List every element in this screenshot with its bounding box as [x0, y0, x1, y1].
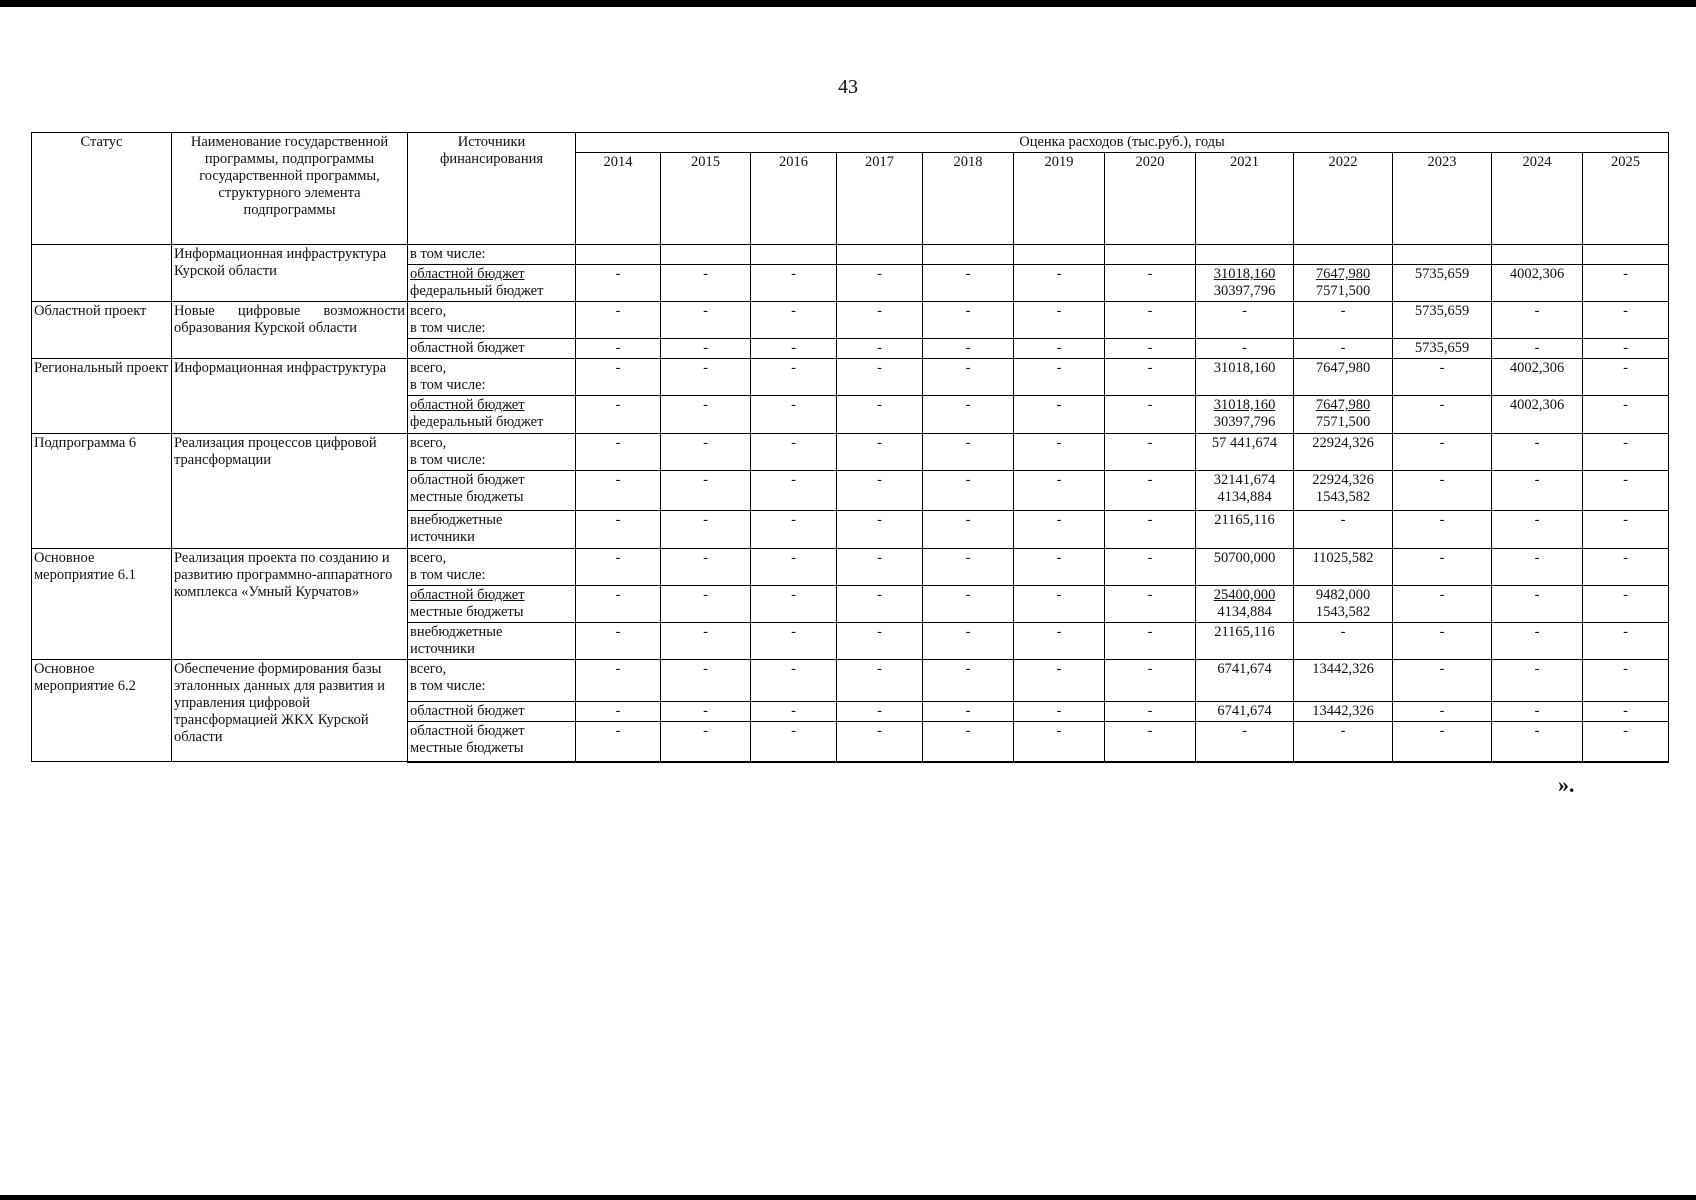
- cell-line: 22924,326: [1312, 472, 1374, 488]
- value-cell: [1196, 471, 1294, 511]
- header-estimate: Оценка расходов (тыс.руб.), годы: [576, 133, 1669, 153]
- table-cell: -: [1583, 302, 1669, 339]
- cell-line: источники: [410, 641, 475, 657]
- table-cell: -: [661, 302, 751, 339]
- table-cell: -: [1105, 339, 1196, 359]
- table-cell: [1393, 245, 1492, 265]
- table-cell: -: [576, 339, 661, 359]
- year-2018: 2018: [923, 153, 1014, 245]
- table-cell: [923, 245, 1014, 265]
- value-cell: [1196, 396, 1294, 434]
- table-cell: -: [1583, 623, 1669, 660]
- table-cell: -: [1393, 511, 1492, 549]
- table-cell: -: [576, 586, 661, 623]
- table-cell: -: [923, 265, 1014, 302]
- cell-line: внебюджетные: [410, 512, 503, 528]
- table-cell: -: [661, 660, 751, 702]
- table-cell: -: [1393, 549, 1492, 586]
- table-cell: -: [1014, 339, 1105, 359]
- table-cell: -: [661, 623, 751, 660]
- source-cell: в том числе:: [408, 245, 576, 265]
- cell-line: 7571,500: [1315, 414, 1371, 430]
- source-cell: [408, 511, 576, 549]
- table-cell: -: [1583, 702, 1669, 722]
- table-cell: [661, 245, 751, 265]
- name-cell: Реализация проекта по созданию и развитию программно-аппаратного комплекса «Умный Курчатов»: [172, 549, 408, 660]
- table-cell: [1105, 245, 1196, 265]
- value-cell: 31018,160: [1196, 359, 1294, 396]
- table-cell: -: [1492, 623, 1583, 660]
- table-cell: -: [751, 586, 837, 623]
- cell-line: всего,: [410, 550, 447, 566]
- status-cell: Областной проект: [32, 302, 172, 359]
- table-cell: -: [751, 702, 837, 722]
- table-cell: -: [661, 722, 751, 762]
- table-cell: -: [923, 702, 1014, 722]
- table-row: [32, 660, 1669, 702]
- cell-line: местные бюджеты: [410, 740, 524, 756]
- cell-line: областной бюджет: [410, 266, 525, 282]
- table-cell: -: [923, 722, 1014, 762]
- table-row: [32, 245, 1669, 265]
- source-cell: [408, 549, 576, 586]
- table-cell: -: [1583, 339, 1669, 359]
- cell-line: 25400,000: [1213, 587, 1276, 603]
- table-cell: -: [661, 549, 751, 586]
- table-cell: -: [923, 434, 1014, 471]
- year-2016: 2016: [751, 153, 837, 245]
- year-2020: 2020: [1105, 153, 1196, 245]
- source-cell: [408, 434, 576, 471]
- scan-top-border: [0, 0, 1696, 7]
- value-cell: 7647,980: [1294, 359, 1393, 396]
- table-cell: -: [923, 623, 1014, 660]
- cell-line: 4134,884: [1217, 489, 1272, 505]
- value-cell: 5735,659: [1393, 339, 1492, 359]
- cell-line: всего,: [410, 435, 447, 451]
- table-cell: -: [1393, 722, 1492, 762]
- value-cell: 21165,116: [1196, 623, 1294, 660]
- table-cell: -: [576, 471, 661, 511]
- table-cell: -: [1196, 339, 1294, 359]
- table-cell: [1294, 245, 1393, 265]
- table-cell: -: [1393, 586, 1492, 623]
- table-cell: -: [837, 471, 923, 511]
- table-cell: -: [661, 471, 751, 511]
- table-cell: -: [923, 359, 1014, 396]
- value-cell: 13442,326: [1294, 702, 1393, 722]
- table-cell: -: [1196, 722, 1294, 762]
- table-cell: -: [923, 549, 1014, 586]
- table-cell: -: [1583, 359, 1669, 396]
- table-cell: -: [1105, 434, 1196, 471]
- year-2019: 2019: [1014, 153, 1105, 245]
- value-cell: 6741,674: [1196, 702, 1294, 722]
- table-cell: -: [1014, 549, 1105, 586]
- table-cell: -: [661, 586, 751, 623]
- table-cell: -: [1492, 702, 1583, 722]
- table-cell: -: [576, 396, 661, 434]
- value-cell: 4002,306: [1492, 396, 1583, 434]
- value-cell: 5735,659: [1393, 302, 1492, 339]
- table-cell: -: [1393, 471, 1492, 511]
- table-cell: -: [1105, 511, 1196, 549]
- table-cell: [1492, 245, 1583, 265]
- table-row: [32, 549, 1669, 586]
- source-cell: [408, 359, 576, 396]
- value-cell: 57 441,674: [1196, 434, 1294, 471]
- table-cell: -: [1492, 471, 1583, 511]
- cell-line: местные бюджеты: [410, 489, 524, 505]
- cell-line: 1543,582: [1315, 604, 1371, 620]
- cell-line: областной бюджет: [410, 397, 525, 413]
- table-cell: -: [1014, 586, 1105, 623]
- value-cell: [1294, 265, 1393, 302]
- table-row: [32, 434, 1669, 471]
- table-cell: [576, 245, 661, 265]
- table-cell: -: [837, 396, 923, 434]
- table-cell: -: [837, 339, 923, 359]
- table-cell: -: [576, 359, 661, 396]
- cell-line: 7647,980: [1315, 397, 1371, 413]
- value-cell: 21165,116: [1196, 511, 1294, 549]
- table-cell: -: [923, 471, 1014, 511]
- status-cell: Региональный проект: [32, 359, 172, 434]
- header-name: Наименование государственной программы, подпрограммы государственной программы, структурного элемента подпрограммы: [172, 133, 408, 245]
- table-cell: -: [1014, 623, 1105, 660]
- table-cell: -: [1492, 549, 1583, 586]
- table-cell: -: [1014, 396, 1105, 434]
- table-cell: -: [751, 302, 837, 339]
- value-cell: [1294, 396, 1393, 434]
- table-cell: [751, 245, 837, 265]
- table-cell: -: [1014, 702, 1105, 722]
- cell-line: федеральный бюджет: [410, 283, 544, 299]
- table-cell: -: [1105, 359, 1196, 396]
- table-cell: -: [1014, 359, 1105, 396]
- table-cell: -: [1492, 722, 1583, 762]
- cell-line: 7647,980: [1315, 266, 1371, 282]
- value-cell: 4002,306: [1492, 265, 1583, 302]
- cell-line: в том числе:: [410, 320, 486, 336]
- value-cell: [1196, 586, 1294, 623]
- table-cell: -: [1583, 396, 1669, 434]
- source-cell: [408, 660, 576, 702]
- table-cell: -: [1014, 722, 1105, 762]
- table-cell: -: [576, 660, 661, 702]
- cell-line: всего,: [410, 360, 447, 376]
- table-cell: -: [661, 396, 751, 434]
- table-cell: -: [1393, 396, 1492, 434]
- name-cell: Реализация процессов цифровой трансформации: [172, 434, 408, 549]
- value-cell: 11025,582: [1294, 549, 1393, 586]
- table-cell: -: [1583, 511, 1669, 549]
- table-cell: -: [1105, 722, 1196, 762]
- value-cell: 5735,659: [1393, 265, 1492, 302]
- table-cell: -: [1393, 702, 1492, 722]
- cell-line: всего,: [410, 661, 447, 677]
- status-cell: [32, 245, 172, 302]
- table-cell: -: [1492, 586, 1583, 623]
- cell-line: 7571,500: [1315, 283, 1371, 299]
- table-cell: -: [837, 302, 923, 339]
- value-cell: 4002,306: [1492, 359, 1583, 396]
- table-cell: -: [1583, 549, 1669, 586]
- page-number: 43: [838, 76, 858, 98]
- table-cell: -: [751, 660, 837, 702]
- table-cell: -: [1014, 660, 1105, 702]
- table-cell: -: [1105, 702, 1196, 722]
- year-2014: 2014: [576, 153, 661, 245]
- table-cell: -: [1294, 302, 1393, 339]
- source-cell: [408, 471, 576, 511]
- table-cell: -: [661, 434, 751, 471]
- cell-line: областной бюджет: [410, 723, 525, 739]
- cell-line: источники: [410, 529, 475, 545]
- closing-quote: ».: [1558, 772, 1575, 797]
- table-cell: -: [576, 549, 661, 586]
- table-cell: -: [661, 702, 751, 722]
- cell-line: в том числе:: [410, 678, 486, 694]
- table-cell: -: [661, 511, 751, 549]
- cell-line: 31018,160: [1213, 397, 1276, 413]
- table-cell: -: [1492, 434, 1583, 471]
- table-row: [32, 302, 1669, 339]
- table-cell: -: [661, 339, 751, 359]
- table-cell: -: [1196, 302, 1294, 339]
- source-cell: [408, 722, 576, 762]
- table-cell: -: [1294, 722, 1393, 762]
- table-cell: -: [837, 623, 923, 660]
- table-cell: -: [837, 549, 923, 586]
- table-cell: -: [1583, 722, 1669, 762]
- cell-line: 30397,796: [1213, 283, 1276, 299]
- value-cell: [1294, 586, 1393, 623]
- table-cell: -: [751, 511, 837, 549]
- value-cell: 6741,674: [1196, 660, 1294, 702]
- table-cell: -: [1105, 549, 1196, 586]
- table-cell: -: [1105, 623, 1196, 660]
- table-cell: [1583, 245, 1669, 265]
- value-cell: [1294, 471, 1393, 511]
- source-cell: [408, 586, 576, 623]
- status-cell: Основное мероприятие 6.2: [32, 660, 172, 762]
- source-cell: областной бюджет: [408, 702, 576, 722]
- name-cell: Информационная инфраструктура: [172, 359, 408, 434]
- value-cell: 13442,326: [1294, 660, 1393, 702]
- scan-bottom-border: [0, 1195, 1696, 1200]
- table-cell: -: [1105, 586, 1196, 623]
- name-cell: Обеспечение формирования базы эталонных данных для развития и управления цифровой трансформацией ЖКХ Курской области: [172, 660, 408, 762]
- table-cell: -: [1393, 359, 1492, 396]
- table-cell: -: [923, 302, 1014, 339]
- year-2021: 2021: [1196, 153, 1294, 245]
- table-cell: -: [1294, 511, 1393, 549]
- table-cell: -: [751, 549, 837, 586]
- cell-line: в том числе:: [410, 377, 486, 393]
- table-cell: -: [837, 586, 923, 623]
- cell-line: внебюджетные: [410, 624, 503, 640]
- table-cell: -: [1105, 396, 1196, 434]
- table-cell: -: [1014, 471, 1105, 511]
- table-cell: -: [751, 623, 837, 660]
- table-cell: -: [751, 722, 837, 762]
- value-cell: 22924,326: [1294, 434, 1393, 471]
- table-cell: -: [751, 434, 837, 471]
- table-cell: -: [576, 722, 661, 762]
- status-cell: Подпрограмма 6: [32, 434, 172, 549]
- table-cell: -: [751, 265, 837, 302]
- table-cell: -: [1393, 623, 1492, 660]
- cell-line: 31018,160: [1213, 266, 1276, 282]
- table-cell: -: [576, 511, 661, 549]
- name-cell: Информационная инфраструктура Курской области: [172, 245, 408, 302]
- cell-line: в том числе:: [410, 567, 486, 583]
- table-cell: -: [751, 471, 837, 511]
- table-cell: -: [923, 339, 1014, 359]
- table-cell: -: [576, 434, 661, 471]
- table-cell: [1014, 245, 1105, 265]
- table-cell: -: [1492, 302, 1583, 339]
- header-status: Статус: [32, 133, 172, 245]
- source-cell: [408, 302, 576, 339]
- source-cell: [408, 396, 576, 434]
- table-cell: -: [837, 359, 923, 396]
- table-cell: -: [1105, 471, 1196, 511]
- cell-line: областной бюджет: [410, 472, 525, 488]
- table-cell: -: [1105, 660, 1196, 702]
- table-cell: -: [923, 660, 1014, 702]
- cell-line: 9482,000: [1315, 587, 1371, 603]
- year-2023: 2023: [1393, 153, 1492, 245]
- cell-line: 30397,796: [1213, 414, 1276, 430]
- table-cell: -: [1583, 660, 1669, 702]
- table-cell: -: [837, 722, 923, 762]
- table-cell: -: [576, 623, 661, 660]
- table-cell: -: [661, 265, 751, 302]
- table-cell: -: [576, 302, 661, 339]
- source-cell: [408, 265, 576, 302]
- table-cell: -: [1583, 265, 1669, 302]
- table-cell: -: [1583, 471, 1669, 511]
- year-2017: 2017: [837, 153, 923, 245]
- cell-line: 1543,582: [1315, 489, 1371, 505]
- table-cell: -: [1583, 434, 1669, 471]
- table-cell: [837, 245, 923, 265]
- budget-table: [31, 132, 1669, 763]
- table-cell: -: [1014, 511, 1105, 549]
- table-row: [32, 359, 1669, 396]
- table-cell: -: [751, 396, 837, 434]
- table-cell: [1196, 245, 1294, 265]
- header-sources: Источники финансирования: [408, 133, 576, 245]
- table-cell: -: [1014, 302, 1105, 339]
- table-cell: -: [1105, 265, 1196, 302]
- cell-line: федеральный бюджет: [410, 414, 544, 430]
- table-cell: -: [837, 434, 923, 471]
- status-cell: Основное мероприятие 6.1: [32, 549, 172, 660]
- year-2024: 2024: [1492, 153, 1583, 245]
- table-cell: -: [1583, 586, 1669, 623]
- value-cell: [1196, 265, 1294, 302]
- table-cell: -: [1393, 434, 1492, 471]
- table-cell: -: [1294, 339, 1393, 359]
- cell-line: всего,: [410, 303, 447, 319]
- table-cell: -: [661, 359, 751, 396]
- year-2022: 2022: [1294, 153, 1393, 245]
- cell-line: областной бюджет: [410, 587, 525, 603]
- table-cell: -: [1492, 511, 1583, 549]
- source-cell: областной бюджет: [408, 339, 576, 359]
- table-cell: -: [837, 702, 923, 722]
- table-cell: -: [1492, 339, 1583, 359]
- table-cell: -: [837, 265, 923, 302]
- cell-line: местные бюджеты: [410, 604, 524, 620]
- value-cell: 50700,000: [1196, 549, 1294, 586]
- table-cell: -: [1294, 623, 1393, 660]
- year-2015: 2015: [661, 153, 751, 245]
- table-cell: -: [1105, 302, 1196, 339]
- table-cell: -: [576, 702, 661, 722]
- table-cell: -: [751, 359, 837, 396]
- table-cell: -: [837, 511, 923, 549]
- cell-line: 4134,884: [1217, 604, 1272, 620]
- year-2025: 2025: [1583, 153, 1669, 245]
- cell-line: в том числе:: [410, 452, 486, 468]
- table-cell: -: [751, 339, 837, 359]
- table-cell: -: [923, 511, 1014, 549]
- source-cell: [408, 623, 576, 660]
- table-cell: -: [837, 660, 923, 702]
- table-cell: -: [923, 586, 1014, 623]
- name-cell: Новые цифровые возможности образования Курской области: [172, 302, 408, 359]
- table-cell: -: [1393, 660, 1492, 702]
- table-cell: -: [576, 265, 661, 302]
- table-cell: -: [1014, 434, 1105, 471]
- table-cell: -: [1492, 660, 1583, 702]
- cell-line: 32141,674: [1213, 472, 1276, 488]
- table-cell: -: [1014, 265, 1105, 302]
- header-row: [32, 133, 1669, 153]
- table-cell: -: [923, 396, 1014, 434]
